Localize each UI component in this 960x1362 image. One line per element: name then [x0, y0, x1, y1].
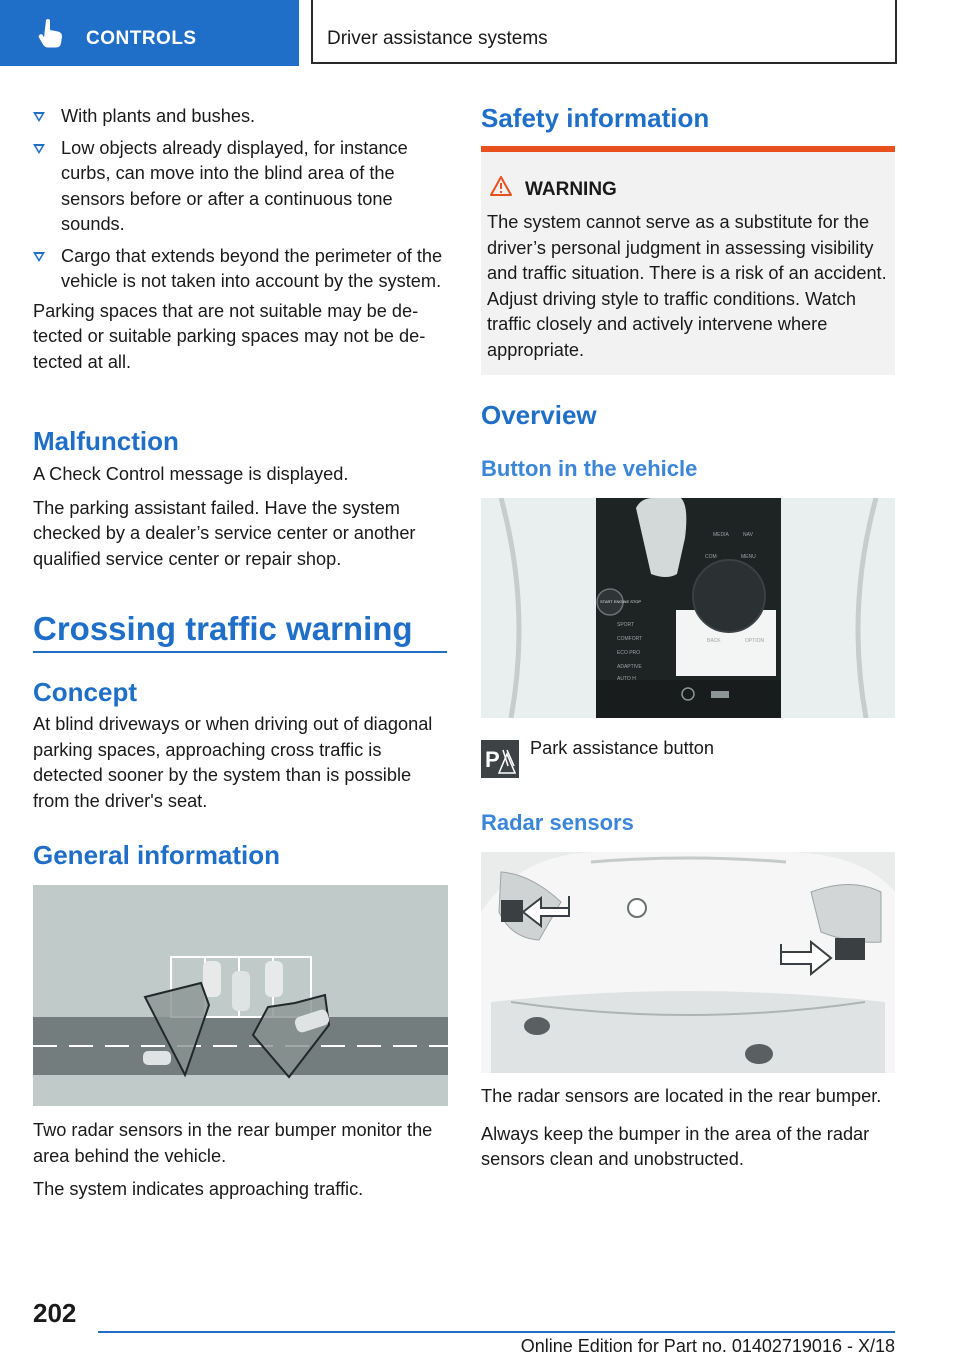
console-label-media: MEDIA: [713, 532, 729, 538]
park-assistance-caption: Park assistance button: [530, 738, 714, 758]
concept-heading: Concept: [33, 677, 137, 707]
safety-information-heading: Safety information: [481, 103, 710, 133]
console-label-nav: NAV: [743, 532, 753, 538]
list-item: Low objects already displayed, for instance curbs, can move into the blind area of the sensors before or after a continuous tone sounds.: [33, 136, 448, 238]
malfunction-paragraph-2: The parking assistant failed. Have the system checked by a dealer’s service center or another qualified service center or repair shop.: [33, 497, 416, 569]
svg-text:P: P: [485, 747, 500, 772]
concept-body: [33, 712, 448, 822]
bullet-list: [33, 104, 448, 295]
triangle-bullet-icon: [33, 252, 45, 262]
general-information-heading: General information: [33, 840, 281, 870]
chapter-header: [311, 0, 897, 64]
general-paragraph-1: Two radar sensors in the rear bumper monitor the area behind the vehicle.: [33, 1120, 433, 1166]
radar-body: [481, 1084, 895, 1181]
warning-title: WARNING: [525, 179, 617, 200]
heading-rule: [33, 651, 447, 653]
page-number: 202: [33, 1298, 77, 1328]
console-label-menu: MENU: [741, 554, 756, 560]
center-console-photo: [481, 498, 895, 718]
console-label-comfort: COMFORT: [617, 636, 643, 642]
section-label: CONTROLS: [86, 28, 197, 49]
general-body: [33, 1118, 448, 1211]
triangle-bullet-icon: [33, 144, 45, 154]
list-item: With plants and bushes.: [33, 104, 448, 130]
malfunction-body: [33, 462, 448, 580]
malfunction-heading: Malfunction: [33, 426, 179, 456]
park-assistance-icon: [481, 740, 519, 778]
crossing-traffic-illustration: [33, 885, 448, 1106]
console-label-start-stop: START ENGINE STOP: [600, 599, 642, 604]
general-paragraph-2: The system indicates approaching traffic.: [33, 1179, 364, 1199]
console-label-back: BACK: [707, 638, 721, 644]
warning-box: [481, 146, 895, 375]
console-drawing: [481, 498, 895, 718]
radar-paragraph-1: The radar sensors are located in the rear bumper.: [481, 1086, 882, 1106]
button-in-vehicle-heading: Button in the vehicle: [481, 456, 698, 481]
parking-diagram: [33, 885, 448, 1106]
concept-paragraph: At blind driveways or when driving out of diagonal parking spaces, approaching cross traffic is detected sooner by the system than is possible from the driver's seat.: [33, 714, 433, 811]
console-label-auto-h: AUTO H: [617, 676, 636, 682]
overview-heading: Overview: [481, 400, 597, 430]
list-item: Cargo that extends beyond the perimeter of the vehicle is not taken into account by the system.: [33, 244, 448, 295]
malfunction-paragraph-1: A Check Control message is displayed.: [33, 464, 349, 484]
crossing-traffic-heading: Crossing traffic warning: [33, 610, 413, 647]
triangle-bullet-icon: [33, 112, 45, 122]
console-label-adaptive: ADAPTIVE: [617, 664, 642, 670]
rear-bumper-photo: [481, 852, 895, 1073]
left-column: [33, 104, 448, 383]
radar-paragraph-2: Always keep the bumper in the area of the radar sensors clean and unobstructed.: [481, 1123, 870, 1169]
radar-sensors-heading: Radar sensors: [481, 810, 634, 835]
warning-text: The system cannot serve as a substitute for the driver’s personal judgment in assessing visibility and traffic situation. There is a risk of an accident. Adjust driving style to traffic conditions. Watch traffic closely and actively intervene where appropriate.: [487, 212, 887, 360]
console-label-option: OPTION: [745, 638, 765, 644]
parking-paragraph: Parking spaces that are not suitable may be detected or suitable parking spaces may not be detected at all.: [33, 300, 426, 372]
edition-text: Online Edition for Part no. 01402719016 - X/18: [520, 1336, 895, 1356]
console-label-sport: SPORT: [617, 622, 635, 628]
pointing-hand-icon: [38, 18, 66, 48]
car-rear-drawing: [481, 852, 895, 1073]
console-label-com: COM: [705, 554, 717, 560]
header-section-tab[interactable]: [0, 0, 299, 66]
footer-rule: [98, 1331, 895, 1333]
warning-triangle-icon: [490, 176, 512, 196]
chapter-title: Driver assistance systems: [327, 28, 548, 49]
console-label-eco-pro: ECO PRO: [617, 650, 641, 656]
